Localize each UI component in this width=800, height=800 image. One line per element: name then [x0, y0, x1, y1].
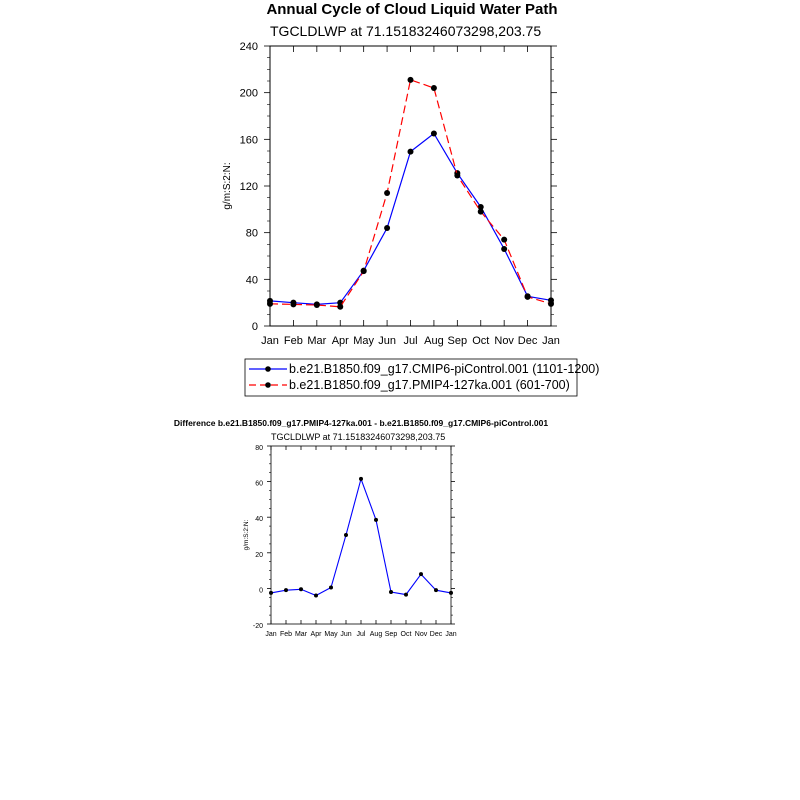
x-tick-label: Dec	[517, 335, 538, 347]
x-tick-label: Jun	[340, 631, 352, 638]
x-tick-label: Sep	[384, 631, 398, 638]
x-tick-label: Jan	[261, 335, 279, 347]
data-point	[431, 85, 437, 91]
legend-marker-127ka	[265, 382, 271, 388]
series-line-0	[270, 134, 551, 305]
y-tick-label: -20	[252, 623, 263, 630]
y-tick-label: 60	[255, 480, 263, 488]
y-tick-label: 200	[239, 87, 258, 100]
data-point	[389, 590, 393, 594]
x-tick-label: Nov	[494, 335, 514, 347]
annual-cycle-chart	[222, 1, 599, 396]
difference-y-axis-label: g/m:S:2:N:	[243, 519, 250, 551]
chart-title: Annual Cycle of Cloud Liquid Water Path	[266, 1, 558, 18]
y-tick-label: 0	[251, 321, 258, 333]
data-point	[284, 588, 288, 592]
data-point	[374, 518, 378, 522]
x-tick-label: Jun	[378, 335, 396, 347]
data-point	[501, 246, 507, 252]
plot-frame	[270, 46, 551, 326]
data-point	[454, 173, 460, 179]
y-tick-label: 80	[245, 227, 258, 240]
data-point	[344, 533, 348, 537]
data-point	[431, 131, 437, 137]
x-tick-label: Oct	[400, 631, 412, 638]
x-tick-label: Jul	[356, 631, 366, 638]
data-point	[299, 587, 303, 591]
x-tick-label: Oct	[472, 335, 490, 347]
x-tick-label: Dec	[429, 631, 443, 638]
x-tick-label: Aug	[424, 335, 444, 347]
x-tick-label: Mar	[294, 631, 308, 638]
chart-subtitle: TGCLDLWP at 71.15183246073298,203.75	[270, 23, 542, 39]
x-tick-label: Jan	[265, 631, 277, 638]
y-axis-label: g/m:S:2:N:	[222, 162, 233, 210]
data-point	[408, 77, 414, 83]
x-tick-label: Mar	[307, 335, 327, 347]
data-point	[434, 588, 438, 592]
y-tick-label: 0	[259, 587, 263, 595]
difference-chart	[174, 418, 548, 638]
x-tick-label: Feb	[279, 631, 293, 638]
legend-label-control: b.e21.B1850.f09_g17.CMIP6-piControl.001 (1101-1200)	[289, 362, 600, 376]
data-point	[525, 294, 531, 300]
x-tick-label: Jan	[542, 335, 560, 347]
x-tick-label: Apr	[310, 631, 322, 638]
data-point	[404, 593, 408, 597]
data-point	[267, 301, 273, 307]
difference-data-marks	[269, 477, 453, 598]
data-point	[329, 586, 333, 590]
y-tick-label: 160	[239, 134, 258, 147]
data-point	[501, 237, 507, 243]
difference-plot-frame	[271, 446, 451, 624]
data-point	[548, 301, 554, 307]
data-point	[359, 477, 363, 481]
y-tick-label: 40	[245, 274, 258, 287]
data-point	[337, 304, 343, 310]
data-point	[384, 190, 390, 196]
x-tick-label: Jan	[445, 631, 457, 638]
data-point	[419, 572, 423, 576]
x-tick-label: Nov	[414, 631, 428, 638]
data-marks	[267, 77, 554, 310]
data-point	[314, 302, 320, 308]
x-tick-label: Aug	[369, 631, 383, 638]
legend-label-127ka: b.e21.B1850.f09_g17.PMIP4-127ka.001 (601-700)	[289, 378, 570, 392]
series-line-1	[270, 80, 551, 307]
y-tick-label: 120	[239, 181, 258, 193]
y-tick-label: 80	[255, 445, 263, 452]
data-point	[269, 591, 273, 595]
difference-axis-ticks	[253, 445, 457, 638]
y-tick-label: 240	[239, 41, 258, 53]
axis-ticks	[240, 41, 560, 347]
difference-title: Difference b.e21.B1850.f09_g17.PMIP4-127ka.001 - b.e21.B1850.f09_g17.CMIP6-piControl.001	[173, 418, 549, 428]
x-tick-label: Jul	[403, 335, 418, 347]
legend-marker-control	[265, 366, 271, 372]
x-tick-label: Sep	[447, 335, 468, 347]
x-tick-label: May	[353, 335, 375, 347]
data-point	[314, 594, 318, 598]
x-tick-label: Feb	[283, 335, 303, 347]
data-point	[478, 209, 484, 215]
x-tick-label: May	[324, 631, 338, 638]
data-point	[290, 301, 296, 307]
difference-subtitle: TGCLDLWP at 71.15183246073298,203.75	[271, 432, 446, 442]
data-point	[361, 268, 367, 274]
series-line-0	[271, 479, 451, 596]
data-point	[384, 225, 390, 231]
data-point	[408, 149, 414, 155]
data-point	[449, 591, 453, 595]
y-tick-label: 40	[255, 516, 263, 524]
x-tick-label: Apr	[331, 335, 349, 347]
y-tick-label: 20	[255, 551, 263, 559]
